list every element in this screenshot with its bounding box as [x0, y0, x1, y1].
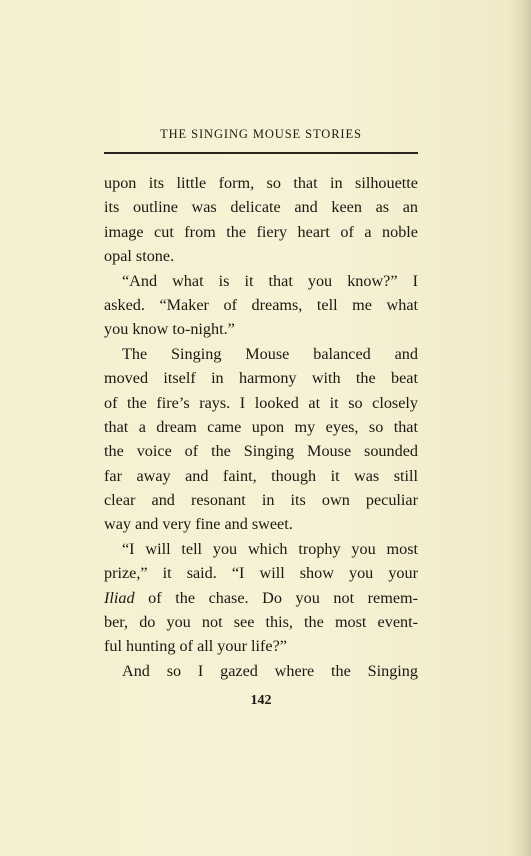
text-line: The Singing Mouse balanced and	[122, 344, 418, 363]
text-line: And so I gazed where the Singing	[122, 661, 418, 680]
text-line: opal stone.	[104, 247, 175, 266]
running-head: THE SINGING MOUSE STORIES	[160, 127, 362, 141]
text-line: ful hunting of all your life?”	[104, 637, 287, 656]
text-line: that a dream came upon my eyes, so that	[104, 417, 418, 436]
text-line: asked. “Maker of dreams, tell me what	[104, 295, 418, 314]
text-line: “I will tell you which trophy you most	[122, 539, 418, 558]
text-line: image cut from the fiery heart of a noble	[104, 222, 418, 241]
text-line: its outline was delicate and keen as an	[104, 198, 418, 217]
text-line: upon its little form, so that in silhouette	[104, 174, 418, 192]
page-number: 142	[250, 693, 272, 708]
text-line: prize,” it said. “I will show you your	[104, 564, 418, 583]
text-line: “And what is it that you know?” I	[122, 271, 418, 290]
text-line: ber, do you not see this, the most event-	[104, 613, 418, 632]
text-line-rest: of the chase. Do you not remem-	[134, 588, 418, 607]
text-line: of the fire’s rays. I looked at it so closely	[104, 393, 418, 412]
header-rule	[104, 152, 418, 154]
page-edge-shadow	[509, 0, 531, 856]
text-line: you know to-night.”	[104, 320, 235, 339]
text-line: clear and resonant in its own peculiar	[104, 491, 418, 510]
text-line	[104, 586, 418, 610]
text-line: way and very fine and sweet.	[104, 515, 293, 534]
text-line: moved itself in harmony with the beat	[104, 369, 418, 388]
text-line: far away and faint, though it was still	[104, 466, 418, 485]
body-text	[104, 171, 418, 683]
text-line: the voice of the Singing Mouse sounded	[104, 442, 418, 461]
italic-title: Iliad	[104, 588, 135, 607]
